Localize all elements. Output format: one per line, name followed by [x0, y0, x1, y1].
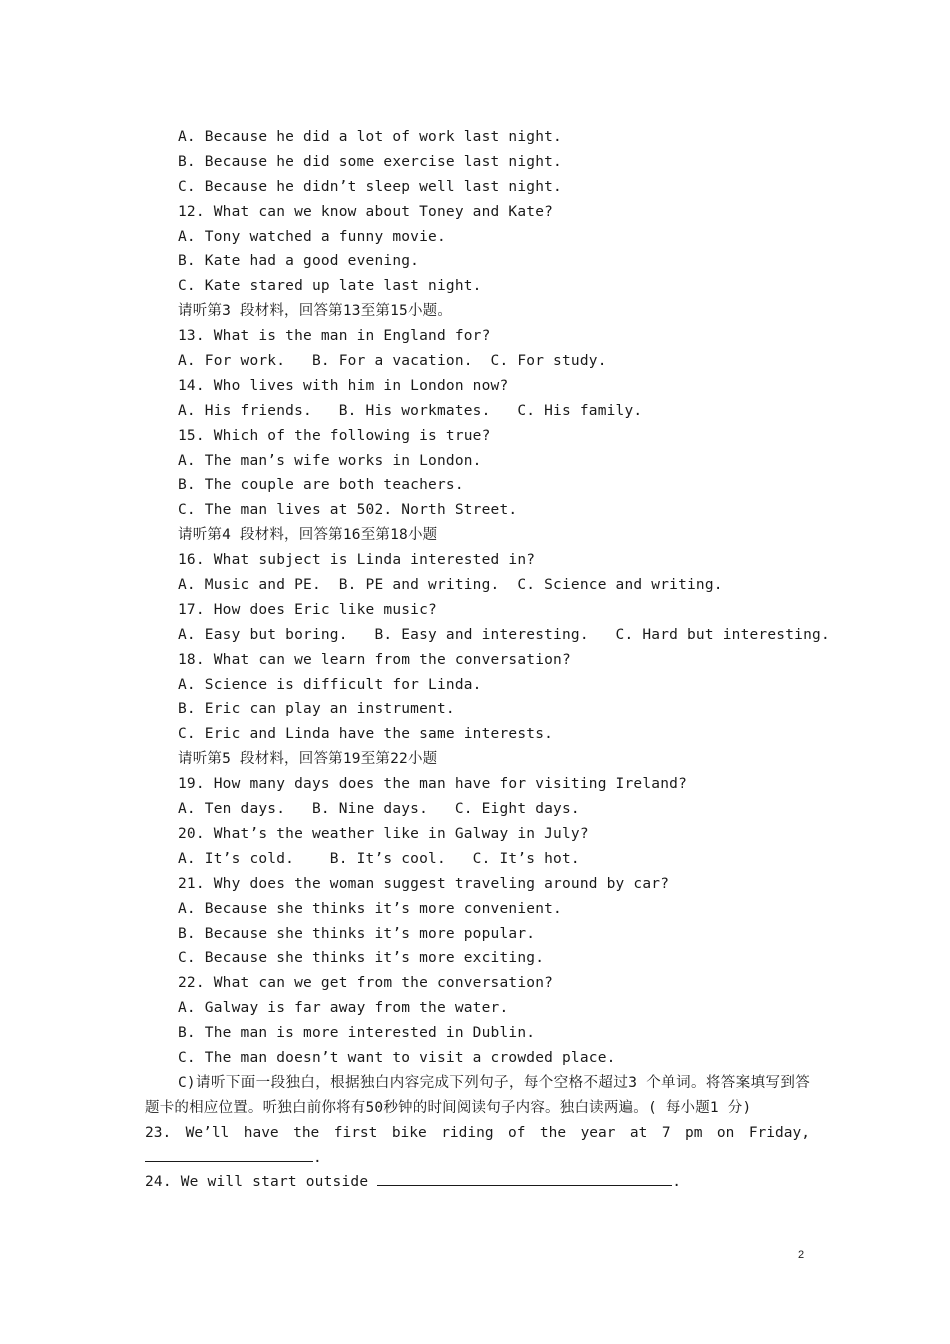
question-lines: [145, 125, 830, 1071]
question-23-word: at: [629, 1124, 648, 1141]
text-line: A. Because she thinks it’s more convenient.: [178, 900, 562, 917]
text-line: B. The man is more interested in Dublin.: [178, 1025, 536, 1042]
question-23-word: bike: [391, 1124, 427, 1141]
text-line: A. For work. B. For a vacation. C. For study.: [178, 353, 607, 370]
text-line: A. Because he did a lot of work last night.: [178, 129, 562, 145]
text-line: 15. Which of the following is true?: [178, 427, 491, 444]
text-line: C. Because she thinks it’s more exciting.: [178, 950, 545, 967]
question-23-word: the: [539, 1124, 567, 1141]
question-23: [145, 1121, 810, 1146]
text-line: 22. What can we get from the conversation?: [178, 975, 554, 992]
text-line: 13. What is the man in England for?: [178, 328, 491, 345]
text-line: 14. Who lives with him in London now?: [178, 377, 509, 394]
text-line: B. Kate had a good evening.: [178, 253, 420, 270]
text-line: 19. How many days does the man have for visiting Ireland?: [178, 776, 687, 793]
text-line: B. Because she thinks it’s more popular.: [178, 925, 536, 942]
section-c-instructions: C)请听下面一段独白，根据独白内容完成下列句子，每个空格不超过3 个单词。将答案填写到答题卡的相应位置。听独白前你将有50秒钟的时间阅读句子内容。独白读两遍。( 每小题1 分): [145, 1074, 810, 1116]
text-line: A. Tony watched a funny movie.: [178, 228, 446, 245]
question-24-end: .: [672, 1174, 682, 1191]
text-line: A. The man’s wife works in London.: [178, 452, 482, 469]
text-line: A. Galway is far away from the water.: [178, 1000, 509, 1017]
question-23-word: have: [243, 1124, 279, 1141]
text-line: A. Easy but boring. B. Easy and interesting. C. Hard but interesting.: [178, 626, 830, 643]
page-number: 2: [798, 1249, 805, 1261]
question-23-word: the: [293, 1124, 320, 1141]
question-24: [145, 1170, 810, 1195]
question-23-word: riding: [441, 1124, 494, 1141]
text-line: A. Music and PE. B. PE and writing. C. Science and writing.: [178, 577, 723, 594]
question-23-blank-line: [145, 1146, 810, 1171]
question-23-word: 7: [661, 1124, 671, 1141]
text-line: 21. Why does the woman suggest traveling around by car?: [178, 875, 670, 892]
text-line: 请听第4 段材料，回答第16至第18小题: [178, 527, 438, 544]
question-23-word: of: [508, 1124, 526, 1141]
answer-blank-24[interactable]: [377, 1171, 672, 1186]
question-24-prefix: 24. We will start outside: [145, 1174, 378, 1191]
text-line: 16. What subject is Linda interested in?: [178, 552, 536, 569]
answer-blank-23[interactable]: [145, 1147, 313, 1162]
question-23-end: .: [313, 1149, 322, 1166]
text-line: C. The man doesn’t want to visit a crowded place.: [178, 1049, 616, 1066]
text-line: 20. What’s the weather like in Galway in July?: [178, 825, 589, 842]
text-line: C. Eric and Linda have the same interests.: [178, 726, 554, 743]
text-line: 请听第5 段材料，回答第19至第22小题: [178, 751, 438, 768]
question-23-word: 23.: [145, 1124, 172, 1141]
text-line: B. The couple are both teachers.: [178, 477, 464, 494]
text-line: C. The man lives at 502. North Street.: [178, 502, 518, 519]
text-line: A. It’s cold. B. It’s cool. C. It’s hot.: [178, 850, 580, 867]
text-line: B. Eric can play an instrument.: [178, 701, 455, 718]
text-line: A. His friends. B. His workmates. C. His family.: [178, 402, 643, 419]
text-line: 请听第3 段材料，回答第13至第15小题。: [178, 303, 453, 320]
question-23-word: pm: [685, 1124, 703, 1141]
question-23-word: year: [580, 1124, 616, 1141]
text-line: 17. How does Eric like music?: [178, 601, 437, 618]
text-line: 18. What can we learn from the conversation?: [178, 651, 571, 668]
text-line: A. Ten days. B. Nine days. C. Eight days.: [178, 801, 580, 818]
text-line: C. Kate stared up late last night.: [178, 278, 482, 295]
text-line: A. Science is difficult for Linda.: [178, 676, 482, 693]
text-line: B. Because he did some exercise last night.: [178, 153, 562, 170]
question-23-word: on: [716, 1124, 735, 1141]
text-line: C. Because he didn’t sleep well last night.: [178, 178, 562, 195]
question-23-word: Friday,: [748, 1124, 810, 1141]
question-23-word: We’ll: [185, 1124, 230, 1141]
text-line: 12. What can we know about Toney and Kate?: [178, 203, 554, 220]
page-content: [145, 125, 830, 1195]
question-23-word: first: [333, 1124, 378, 1141]
